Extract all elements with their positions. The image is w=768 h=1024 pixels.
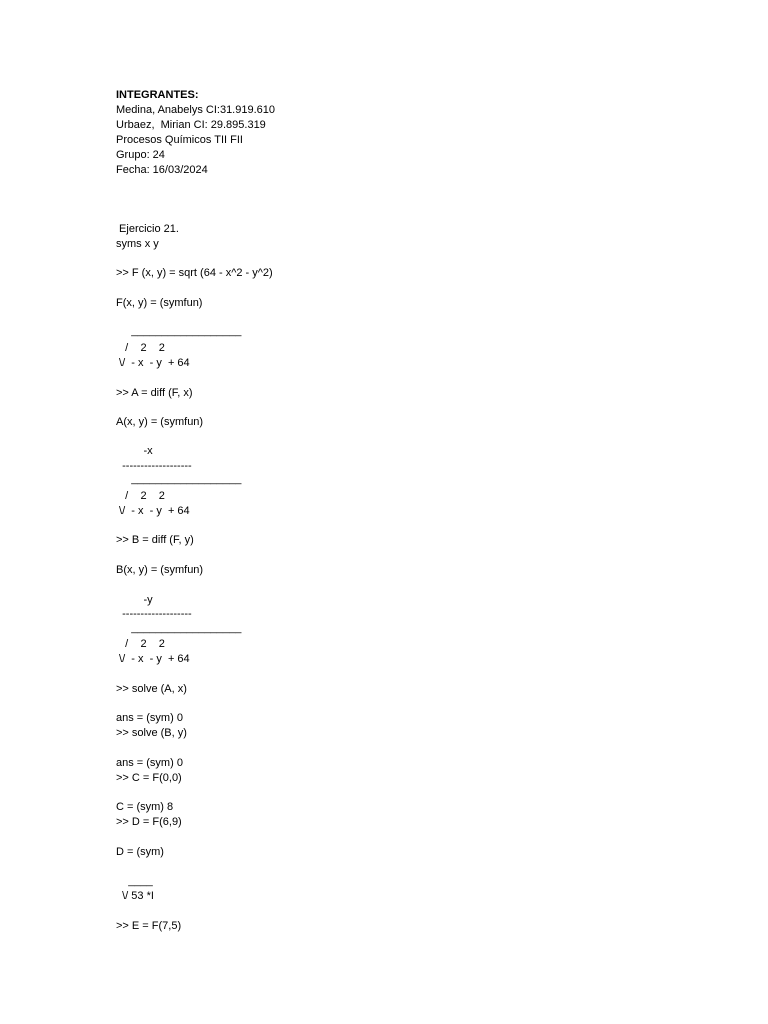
code-line: >> D = F(6,9): [116, 816, 182, 828]
code-line: >> solve (B, y): [116, 727, 187, 739]
members-heading: INTEGRANTES:: [116, 89, 199, 101]
radicand-line: \/ 53 *I: [116, 890, 154, 902]
numerator-line: -y: [116, 594, 153, 606]
code-line: ans = (sym) 0: [116, 757, 183, 769]
code-line: >> E = F(7,5): [116, 920, 182, 932]
exponent-line: / 2 2: [116, 490, 165, 502]
code-line: >> F (x, y) = sqrt (64 - x^2 - y^2): [116, 267, 273, 279]
sqrt-bar: __________________: [116, 473, 242, 485]
code-line: C = (sym) 8: [116, 801, 174, 813]
code-line: >> solve (A, x): [116, 683, 187, 695]
group-number: Grupo: 24: [116, 149, 165, 161]
code-line: >> B = diff (F, y): [116, 534, 194, 546]
code-line: >> C = F(0,0): [116, 772, 182, 784]
code-line: ans = (sym) 0: [116, 712, 183, 724]
code-line: F(x, y) = (symfun): [116, 297, 203, 309]
code-line: >> A = diff (F, x): [116, 387, 193, 399]
exercise-title: Ejercicio 21.: [116, 223, 179, 235]
numerator-line: -x: [116, 445, 153, 457]
code-line: A(x, y) = (symfun): [116, 416, 204, 428]
member-medina: Medina, Anabelys CI:31.919.610: [116, 104, 276, 116]
radicand-line: \/ - x - y + 64: [116, 653, 190, 665]
radicand-line: \/ - x - y + 64: [116, 357, 190, 369]
sqrt-bar: __________________: [116, 622, 242, 634]
sqrt-bar: __________________: [116, 325, 242, 337]
exponent-line: / 2 2: [116, 638, 165, 650]
exponent-line: / 2 2: [116, 342, 165, 354]
course-name: Procesos Químicos TII FII: [116, 134, 243, 146]
fraction-bar: -------------------: [116, 460, 192, 472]
code-line: D = (sym): [116, 846, 164, 858]
code-line: syms x y: [116, 238, 159, 250]
code-line: B(x, y) = (symfun): [116, 564, 204, 576]
member-urbaez: Urbaez, Mirian CI: 29.895.319: [116, 119, 266, 131]
fraction-bar: -------------------: [116, 608, 192, 620]
date-line: Fecha: 16/03/2024: [116, 164, 208, 176]
sqrt-bar: ____: [116, 875, 153, 887]
radicand-line: \/ - x - y + 64: [116, 505, 190, 517]
